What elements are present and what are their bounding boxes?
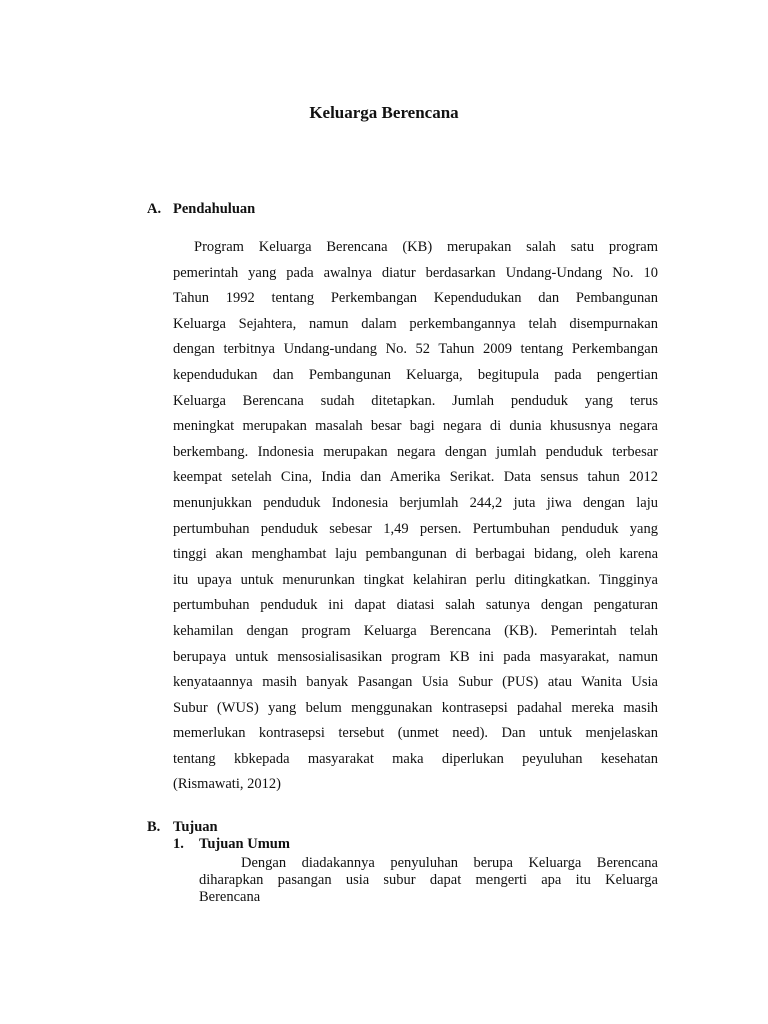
section-b-letter: B.: [147, 819, 161, 835]
section-b-title: Tujuan: [173, 819, 218, 835]
paragraph-line: Dengan diadakannya penyuluhan berupa Keluarga Berencana: [241, 855, 658, 871]
subsection-1-number: 1.: [173, 836, 184, 852]
document-title: Keluarga Berencana: [309, 103, 459, 122]
section-b-heading: [147, 819, 218, 836]
paragraph-line: berupaya untuk mensosialisasikan program KB ini pada masyarakat, namun: [173, 648, 658, 665]
paragraph-line: meningkat merupakan masalah besar bagi negara di dunia khususnya negara: [173, 418, 658, 435]
subsection-1-heading: [173, 836, 290, 853]
subsection-1-paragraph: [199, 855, 658, 906]
paragraph-line: menunjukkan penduduk Indonesia berjumlah 244,2 juta jiwa dengan laju: [173, 494, 658, 511]
subsection-1-title: Tujuan Umum: [199, 836, 290, 852]
paragraph-line: kenyataannya masih banyak Pasangan Usia Subur (PUS) atau Wanita Usia: [173, 674, 658, 691]
paragraph-line: tinggi akan menghambat laju pembangunan di berbagai bidang, oleh karena: [173, 546, 658, 563]
section-a-paragraph: [173, 235, 658, 798]
section-a-title: Pendahuluan: [173, 201, 256, 217]
paragraph-line: diharapkan pasangan usia subur dapat mengerti apa itu Keluarga: [199, 872, 658, 888]
paragraph-line: Tahun 1992 tentang Perkembangan Kependudukan dan Pembangunan: [173, 290, 658, 307]
paragraph-line: pemerintah yang pada awalnya diatur berdasarkan Undang-Undang No. 10: [173, 264, 658, 281]
paragraph-line: kehamilan dengan program Keluarga Berencana (KB). Pemerintah telah: [173, 622, 658, 639]
paragraph-line: tentang kbkepada masyarakat maka diperlukan peyuluhan kesehatan: [173, 750, 658, 767]
paragraph-line: (Rismawati, 2012): [173, 776, 281, 793]
paragraph-line: Berencana: [199, 889, 261, 905]
paragraph-line: pertumbuhan penduduk ini dapat diatasi salah satunya dengan pengaturan: [173, 597, 658, 614]
paragraph-line: memerlukan kontrasepsi tersebut (unmet need). Dan untuk menjelaskan: [173, 725, 658, 742]
paragraph-line: dengan terbitnya Undang-undang No. 52 Tahun 2009 tentang Perkembangan: [173, 341, 658, 358]
paragraph-line: pertumbuhan penduduk sebesar 1,49 persen. Pertumbuhan penduduk yang: [173, 520, 658, 537]
paragraph-line: Program Keluarga Berencana (KB) merupakan salah satu program: [194, 239, 658, 255]
section-a-letter: A.: [147, 201, 162, 217]
paragraph-line: Subur (WUS) yang belum menggunakan kontrasepsi padahal mereka masih: [173, 699, 658, 716]
paragraph-line: keempat setelah Cina, India dan Amerika Serikat. Data sensus tahun 2012: [173, 469, 658, 486]
paragraph-line: Keluarga Berencana sudah ditetapkan. Jumlah penduduk yang terus: [173, 392, 658, 409]
paragraph-line: kependudukan dan Pembangunan Keluarga, begitupula pada pengertian: [173, 366, 658, 383]
paragraph-line: itu upaya untuk menurunkan tingkat kelahiran perlu ditingkatkan. Tingginya: [173, 571, 658, 588]
section-a-heading: [147, 201, 255, 218]
paragraph-line: Keluarga Sejahtera, namun dalam perkembangannya telah disempurnakan: [173, 315, 658, 332]
paragraph-line: berkembang. Indonesia merupakan negara dengan jumlah penduduk terbesar: [173, 443, 658, 460]
